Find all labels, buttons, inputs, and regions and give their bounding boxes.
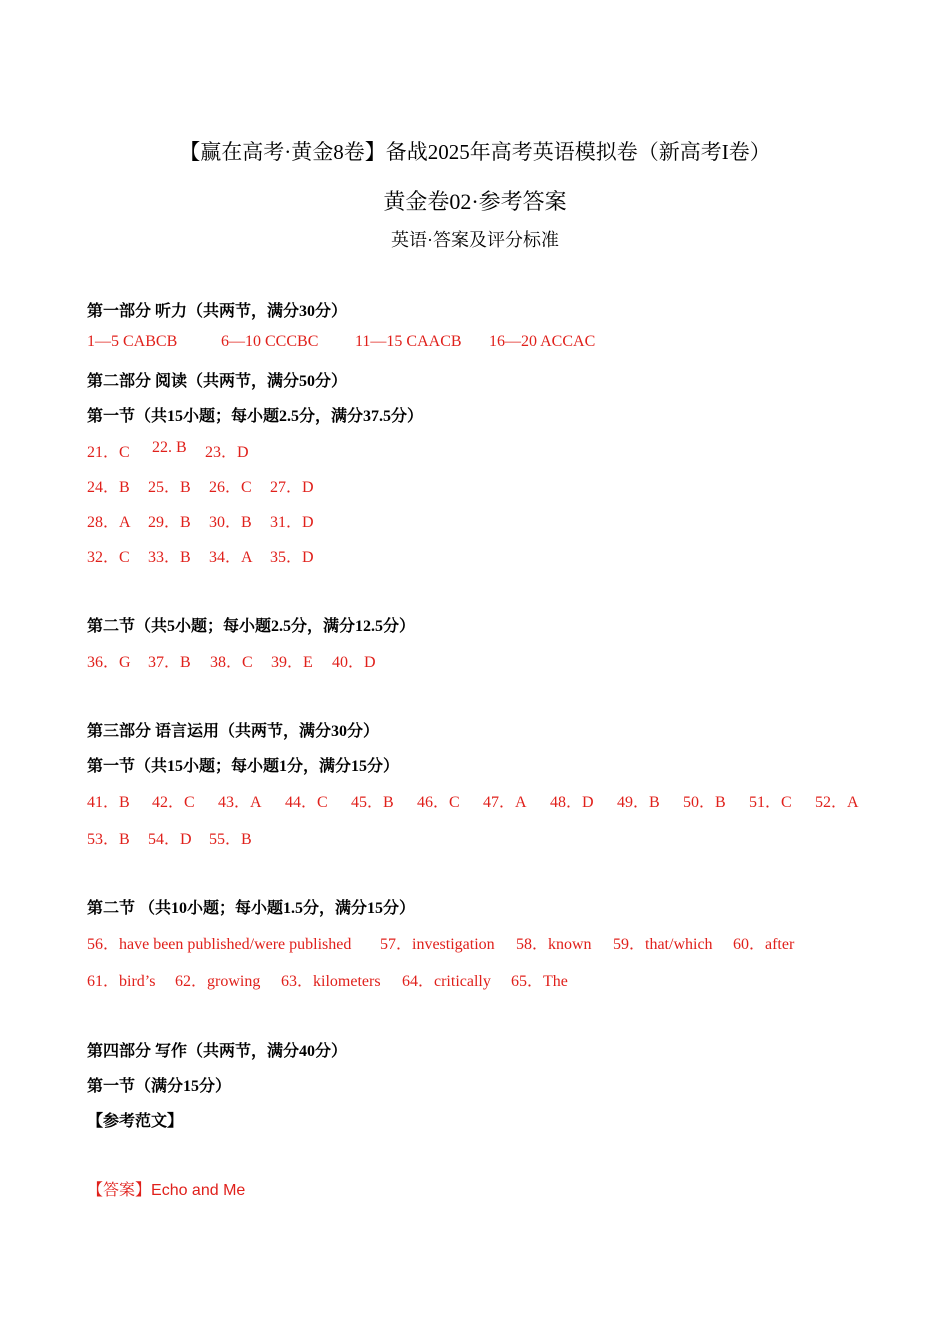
- answer-item: 56．have been published/were published: [87, 936, 352, 953]
- answer-item: 35．D: [270, 549, 314, 566]
- answer-item: 42．C: [152, 794, 195, 811]
- answer-item: 65．The: [511, 973, 568, 990]
- answer-group: 1—5 CABCB: [87, 333, 178, 350]
- answer-item: 53．B: [87, 831, 130, 848]
- answer-item: 62．growing: [175, 973, 261, 990]
- part3-section1-heading: 第一节（共15小题；每小题1分，满分15分）: [87, 758, 400, 775]
- answer-item: 44．C: [285, 794, 328, 811]
- answer-group: 6—10 CCCBC: [221, 333, 319, 350]
- answer-item: 21．C: [87, 444, 130, 461]
- answer-item: 22. B: [152, 439, 187, 456]
- answer-item: 46．C: [417, 794, 460, 811]
- answer-item: 40．D: [332, 654, 376, 671]
- document-title: 【赢在高考·黄金8卷】备战2025年高考英语模拟卷（新高考I卷）: [179, 140, 771, 164]
- answer-item: 36．G: [87, 654, 131, 671]
- answer-item: 55．B: [209, 831, 252, 848]
- part2-section1-heading: 第一节（共15小题；每小题2.5分，满分37.5分）: [87, 408, 424, 425]
- answer-item: 64．critically: [402, 973, 491, 990]
- answer-group: 16—20 ACCAC: [489, 333, 596, 350]
- answer-item: 51．C: [749, 794, 792, 811]
- answer-item: 57．investigation: [380, 936, 495, 953]
- document-subtitle-secondary: 英语·答案及评分标准: [391, 230, 559, 250]
- answer-item: 27．D: [270, 479, 314, 496]
- answer-item: 58．known: [516, 936, 592, 953]
- essay-title: Echo and Me: [151, 1182, 246, 1199]
- answer-item: 45．B: [351, 794, 394, 811]
- answer-item: 24．B: [87, 479, 130, 496]
- answer-item: 61．bird’s: [87, 973, 156, 990]
- part3-section2-heading: 第二节 （共10小题；每小题1.5分，满分15分）: [87, 900, 416, 917]
- answer-item: 37．B: [148, 654, 191, 671]
- document-subtitle: 黄金卷02·参考答案: [383, 189, 567, 214]
- answer-item: 28．A: [87, 514, 131, 531]
- answer-item: 41．B: [87, 794, 130, 811]
- answer-line: [87, 1177, 245, 1200]
- answer-item: 48．D: [550, 794, 594, 811]
- part2-section2-heading: 第二节（共5小题；每小题2.5分，满分12.5分）: [87, 618, 416, 635]
- sample-essay-label: 【参考范文】: [87, 1113, 184, 1130]
- part1-heading: 第一部分 听力（共两节，满分30分）: [87, 303, 348, 320]
- answer-item: 43．A: [218, 794, 262, 811]
- answer-item: 52．A: [815, 794, 859, 811]
- answer-item: 59．that/which: [613, 936, 713, 953]
- part4-section1-heading: 第一节（满分15分）: [87, 1078, 232, 1095]
- part2-heading: 第二部分 阅读（共两节，满分50分）: [87, 373, 348, 390]
- part4-heading: 第四部分 写作（共两节，满分40分）: [87, 1043, 348, 1060]
- answer-item: 26．C: [209, 479, 252, 496]
- answer-item: 49．B: [617, 794, 660, 811]
- answer-item: 34．A: [209, 549, 253, 566]
- answer-item: 31．D: [270, 514, 314, 531]
- answer-item: 38．C: [210, 654, 253, 671]
- answer-item: 23．D: [205, 444, 249, 461]
- answer-item: 33．B: [148, 549, 191, 566]
- answer-item: 25．B: [148, 479, 191, 496]
- answer-item: 50．B: [683, 794, 726, 811]
- answer-item: 63．kilometers: [281, 973, 381, 990]
- answer-item: 30．B: [209, 514, 252, 531]
- answer-item: 39．E: [271, 654, 313, 671]
- answer-item: 54．D: [148, 831, 192, 848]
- answer-item: 47．A: [483, 794, 527, 811]
- answer-group: 11—15 CAACB: [355, 333, 462, 350]
- answer-label: 【答案】: [87, 1182, 152, 1199]
- answer-item: 29．B: [148, 514, 191, 531]
- part3-heading: 第三部分 语言运用（共两节，满分30分）: [87, 723, 380, 740]
- answer-item: 32．C: [87, 549, 130, 566]
- answer-item: 60．after: [733, 936, 795, 953]
